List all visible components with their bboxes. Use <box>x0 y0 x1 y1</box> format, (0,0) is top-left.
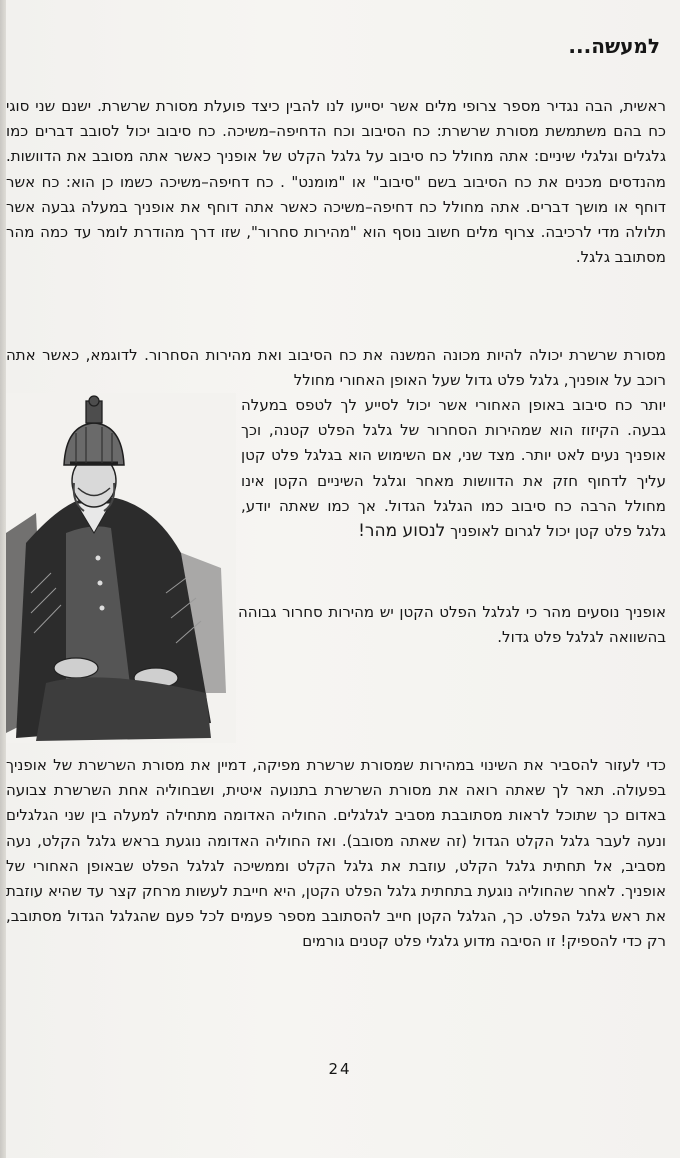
paragraph-gear-change-intro: מסורת שרשרת יכולה להיות מכונה המשנה את כח הסיבוב ואת מהירות הסחרור. לדוגמא, כאשר אתה רוכב על אופניך, גלגל פלט גדול שעל האופן האחורי מחולל <box>6 346 666 390</box>
section-heading: למעשה... <box>568 34 660 58</box>
engraving-illustration <box>6 393 236 743</box>
page-number: 24 <box>328 1060 352 1078</box>
paragraph-gear-change-text: יותר כח סיבוב באופן האחורי אשר יכול לסייע לך לטפס במעלה גבעה. הקיזוז הוא שמהירות הסחרור של גלגל הפלט קטנה, וכך אופניך נעים לאט יותר. מצד שני, אם השימוש הוא בגלגל פלט קטן עליך לדחוף חזק את הדוושות מאחר וגלגל השיניים הקטן אינו מחולל הרבה כח סיבוב כמו הגלגל הגדול. אך כמו שאתה יודע, גלגל פלט קטן יכול לגרום לאופניך <box>241 396 666 541</box>
paragraph-chain-link-explanation: כדי לעזור להסביר את השינוי במהירות שמסורת שרשרת מפיקה, דמיין את מסורת השרשרת של אופניך בפעולה. תאר לך שאתה רואה את מסורת השרשרת בתנועה איטית, ושבחוליה אחת השרשרת צבועה באדום כך שתוכל לראות מסתובבת מסביב לגלגלים. החוליה האדומה מתחילה למעלה בין שני הגלגלים ונעה לעבר גלגל הקלט הגדול (זה שאתה מסובב). ואז החוליה האדומה נוגעת בראש גלגל הקלט, נעה מסביב, אל תחתית גלגל הקלט, עוזבת את גלגל הקלט וממשיכה לגלגל הפלט שבאופן האחורי של אופניך. לאחר שהחוליה נוגעת בתחתית גלגל הפלט הקטן, היא חייבת לעשות מרחק קצר עד שהיא עוזבת את ראש גלגל הפלט. כך, הגלגל הקטן חייב להסתובב מספר פעמים לכל פעם שהגלגל הגדול מסתובב, רק כדי להספיק! זו הסיבה מדוע גלגלי פלט קטנים גורמים <box>6 756 666 951</box>
paragraph-small-gear-speed: אופניך נוסעים מהר כי לגלגל הפלט הקטן יש מהירות סחרור גבוהה בהשוואה לגלגל פלט גדול. <box>238 603 666 647</box>
paragraph-gear-change-wrapped <box>241 393 666 544</box>
paragraph-definitions: ראשית, הבה נגדיר מספר צרופי מלים אשר יסייעו לנו להבין כיצד פועלת מסורת שרשרת. ישנם שני סוגי כח בהם משתמשת מסורת שרשרת: כח הסיבוב וכח הדחיפה–משיכה. כח סיבוב יכול לסובב דברים כמו גלגלים וגלגלי שיניים: אתה מחולל כח סיבוב על גלגל הקלט של אופניך כאשר אתה מסובב את הדוושות. מהנדסים מכנים את כח הסיבוב בשם "סיבוב" או "מומנט" . כח דחיפה–משיכה כשמו כן הוא: כח אשר דוחף או מושך דברים. אתה מחולל כח דחיפה–משיכה כאשר אתה דוחף את אופניך במעלה גבעה אשר תלולה מדי לרכיבה. צרוף מלים חשוב נוסף הוא "מהירות סחרור", שזו דרך מהודרת לומר עד כמה מהר מסתובב גלגל. <box>6 97 666 267</box>
paragraph-gear-change-emphasis: לנסוע מהר! <box>358 521 446 542</box>
illustration-seated-man-with-helmet <box>6 393 236 743</box>
